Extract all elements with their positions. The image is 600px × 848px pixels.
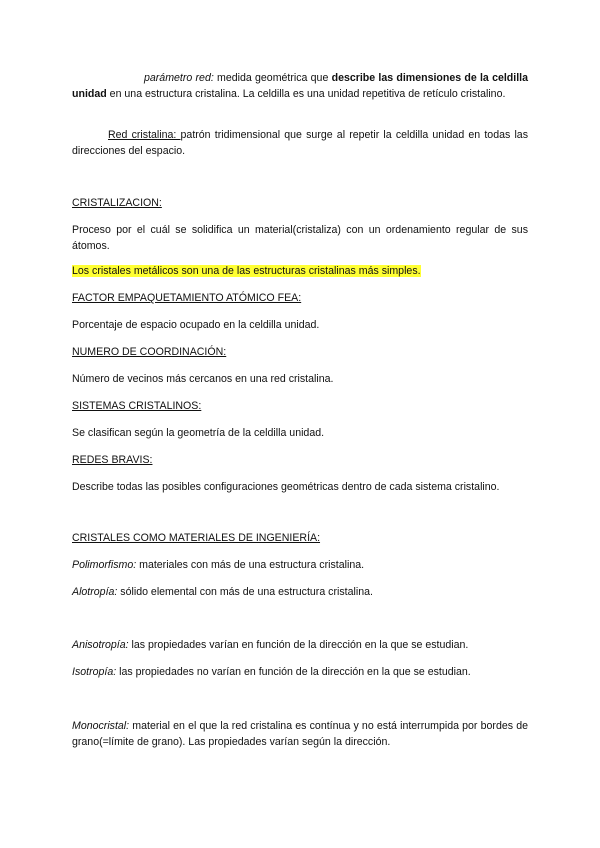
alotropia-text: sólido elemental con más de una estructura cristalina.	[117, 586, 373, 598]
alotropia-paragraph	[72, 584, 528, 600]
monocristal-term: Monocristal:	[72, 720, 130, 732]
bravis-heading: REDES BRAVIS:	[72, 454, 153, 466]
isotropia-term: Isotropía:	[72, 666, 117, 678]
cristalizacion-text: Proceso por el cuál se solidifica un material(cristaliza) con un ordenamiento regular de sus átomos.	[72, 224, 528, 252]
parametro-red-text-b: en una estructura cristalina. La celdilla es una unidad repetitiva de retículo cristalino.	[106, 88, 506, 100]
sistemas-heading: SISTEMAS CRISTALINOS:	[72, 400, 202, 412]
red-cristalina-text: patrón tridimensional que surge al repetir la celdilla unidad en todas las direcciones del espacio.	[72, 129, 528, 157]
parametro-red-text-a: medida geométrica que	[213, 72, 332, 84]
ingenieria-heading: CRISTALES COMO MATERIALES DE INGENIERÍA:	[72, 532, 321, 544]
fea-heading: FACTOR EMPAQUETAMIENTO ATÓMICO FEA:	[72, 292, 302, 304]
anisotropia-term: Anisotropía:	[72, 639, 129, 651]
cristalizacion-heading: CRISTALIZACION:	[72, 197, 162, 209]
monocristal-text: material en el que la red cristalina es contínua y no está interrumpida por bordes de grano(=límite de grano). Las propiedades varían según la dirección.	[72, 720, 528, 748]
cristalizacion-highlight-paragraph	[72, 263, 528, 279]
alotropia-term: Alotropía:	[72, 586, 118, 598]
coordinacion-heading: NUMERO DE COORDINACIÓN:	[72, 346, 227, 358]
parametro-red-term: parámetro red:	[144, 72, 214, 84]
red-cristalina-paragraph	[72, 127, 528, 159]
fea-text: Porcentaje de espacio ocupado en la celdilla unidad.	[72, 319, 320, 331]
isotropia-text: las propiedades no varían en función de la dirección en la que se estudian.	[116, 666, 471, 678]
anisotropia-text: las propiedades varían en función de la dirección en la que se estudian.	[128, 639, 469, 651]
polimorfismo-paragraph	[72, 557, 528, 573]
polimorfismo-term: Polimorfismo:	[72, 559, 137, 571]
coordinacion-text: Número de vecinos más cercanos en una red cristalina.	[72, 373, 334, 385]
monocristal-paragraph	[72, 718, 528, 750]
parametro-red-bold: describe las dimensiones de la celdilla unidad	[72, 72, 528, 100]
isotropia-paragraph	[72, 664, 528, 680]
sistemas-text: Se clasifican según la geometría de la celdilla unidad.	[72, 427, 325, 439]
parametro-red-paragraph	[72, 70, 528, 102]
document-page	[72, 0, 528, 848]
cristalizacion-highlight: Los cristales metálicos son una de las estructuras cristalinas más simples.	[72, 265, 421, 277]
bravis-text: Describe todas las posibles configuraciones geométricas dentro de cada sistema cristalino.	[72, 481, 500, 493]
polimorfismo-text: materiales con más de una estructura cristalina.	[136, 559, 365, 571]
anisotropia-paragraph	[72, 637, 528, 653]
red-cristalina-term: Red cristalina:	[108, 129, 181, 141]
